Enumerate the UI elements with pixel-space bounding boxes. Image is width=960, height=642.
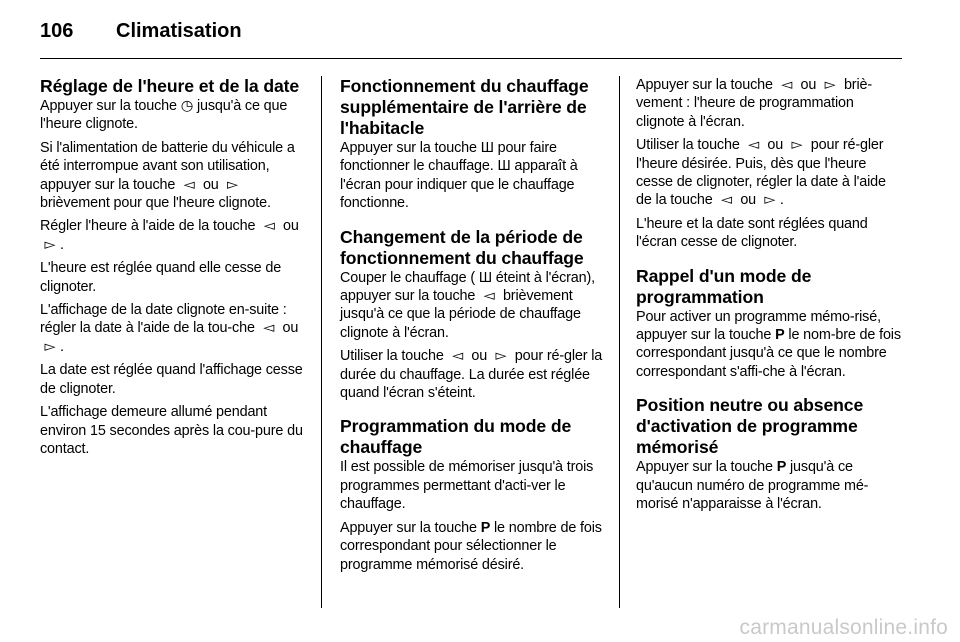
section-heading-time-date: Réglage de l'heure et de la date: [40, 76, 300, 96]
page-title: Climatisation: [116, 20, 242, 42]
right-arrow-icon: ▻: [227, 176, 238, 193]
watermark: carmanualsonline.info: [739, 616, 948, 639]
section-heading-heating: Fonctionnement du chauffage supplémentaire de l'arrière de l'habitacle: [340, 76, 589, 138]
paragraph: Régler l'heure à l'aide de la touche ◅ ou ▻ .: [40, 218, 299, 253]
section-heading-period: Changement de la période de fonctionnement du chauffage: [340, 226, 584, 268]
paragraph: Appuyer sur la touche Ш pour faire fonctionner le chauffage. Ш apparaît à l'écran pour indiquer que le chauffage fonctionne.: [340, 140, 578, 212]
heating-icon: Ш: [497, 158, 511, 175]
heating-icon: Ш: [478, 269, 492, 286]
left-arrow-icon: ◅: [748, 137, 759, 154]
paragraph: Si l'alimentation de batterie du véhicule a été interrompue avant son utilisation, appuyer sur la touche ◅ ou ▻ brièvement pour que l'heure clignote.: [40, 139, 295, 212]
right-arrow-icon: ▻: [44, 236, 56, 253]
paragraph: L'affichage demeure allumé pendant environ 15 secondes après la cou-pure du contact.: [40, 404, 303, 457]
column-divider: [321, 76, 322, 608]
paragraph: L'heure et la date sont réglées quand l'écran cesse de clignoter.: [636, 215, 868, 251]
right-arrow-icon: ▻: [824, 77, 836, 93]
page-number: 106: [40, 20, 74, 42]
left-arrow-icon: ◅: [183, 176, 195, 193]
heating-icon: Ш: [480, 140, 494, 156]
column-3: [636, 76, 904, 519]
right-arrow-icon: ▻: [791, 137, 803, 154]
paragraph: Couper le chauffage ( Ш éteint à l'écran), appuyer sur la touche ◅ brièvement jusqu'à ce que la période de chauffage clignote à l'écran.: [340, 269, 595, 341]
paragraph: Appuyer sur la touche ◷ jusqu'à ce que l'heure clignote.: [40, 98, 288, 133]
column-2: [340, 76, 604, 579]
paragraph: Appuyer sur la touche P jusqu'à ce qu'aucun numéro de programme mé-morisé n'apparaisse à l'écran.: [636, 459, 869, 513]
section-heading-programming: Programmation du mode de chauffage: [340, 416, 572, 458]
p-key-icon: P: [776, 459, 787, 476]
paragraph: La date est réglée quand l'affichage cesse de clignoter.: [40, 362, 303, 397]
left-arrow-icon: ◅: [452, 348, 463, 365]
p-key-icon: P: [480, 519, 491, 536]
p-key-icon: P: [775, 327, 785, 344]
clock-icon: ◷: [180, 98, 194, 114]
left-arrow-icon: ◅: [263, 320, 275, 337]
left-arrow-icon: ◅: [781, 77, 793, 93]
paragraph: Il est possible de mémoriser jusqu'à trois programmes permettant d'acti-ver le chauffage.: [340, 459, 594, 513]
paragraph: Utiliser la touche ◅ ou ▻ pour ré-gler la durée du chauffage. La durée est réglée quand l'écran s'éteint.: [340, 348, 603, 402]
left-arrow-icon: ◅: [483, 288, 495, 305]
paragraph: Utiliser la touche ◅ ou ▻ pour ré-gler l'heure désirée. Puis, dès que l'heure cesse de clignoter, régler la date à l'aide de la touche ◅ ou ▻ .: [636, 137, 886, 209]
section-heading-recall: Rappel d'un mode de programmation: [636, 265, 812, 307]
section-heading-neutral: Position neutre ou absence d'activation de programme mémorisé: [636, 395, 864, 458]
right-arrow-icon: ▻: [764, 192, 776, 209]
page-header: [40, 18, 902, 59]
column-1: [40, 76, 308, 463]
paragraph: Appuyer sur la touche ◅ ou ▻ briè-vement : l'heure de programmation clignote à l'écran.: [636, 77, 872, 130]
right-arrow-icon: ▻: [495, 348, 507, 365]
right-arrow-icon: ▻: [44, 338, 56, 355]
column-divider: [619, 76, 620, 608]
left-arrow-icon: ◅: [263, 218, 275, 235]
paragraph: L'heure est réglée quand elle cesse de clignoter.: [40, 260, 282, 295]
paragraph: Appuyer sur la touche P le nombre de fois correspondant pour sélectionner le programme mémorisé désiré.: [340, 519, 602, 573]
paragraph: Pour activer un programme mémo-risé, appuyer sur la touche P le nom-bre de fois correspondant jusqu'à ce que le nombre correspondant s'affi-che à l'écran.: [636, 308, 901, 380]
left-arrow-icon: ◅: [721, 192, 732, 209]
paragraph: L'affichage de la date clignote en-suite : régler la date à l'aide de la tou-che ◅ ou ▻ .: [40, 302, 299, 355]
